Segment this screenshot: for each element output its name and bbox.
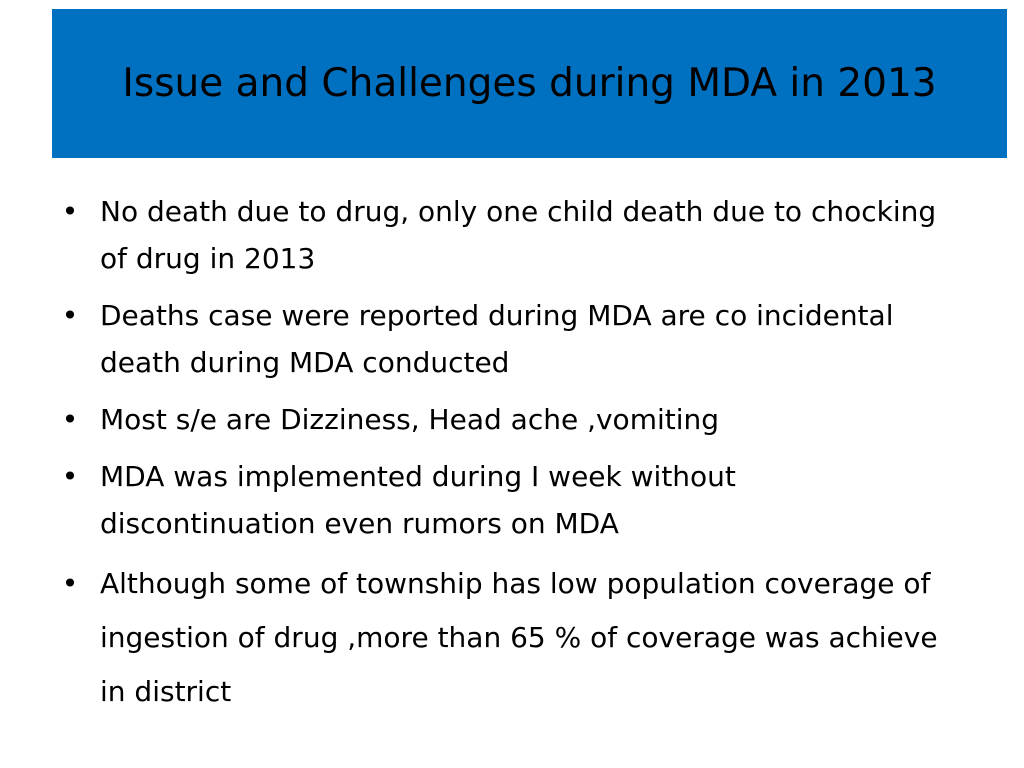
- bullet-text: Most s/e are Dizziness, Head ache ,vomiting: [100, 403, 720, 436]
- title-bar: [52, 9, 1007, 158]
- bullet-text: MDA was implemented during I week without discontinuation even rumors on MDA: [100, 460, 736, 540]
- bullet-item: [52, 557, 952, 719]
- bullet-dot-icon: •: [61, 567, 79, 600]
- bullet-dot-icon: •: [61, 195, 79, 228]
- bullet-text: Deaths case were reported during MDA are co incidental death during MDA conducted: [100, 299, 894, 379]
- bullet-text: No death due to drug, only one child death due to chocking of drug in 2013: [100, 195, 937, 275]
- bullet-dot-icon: •: [61, 460, 79, 493]
- bullet-text: Although some of township has low population coverage of ingestion of drug ,more than 65 % of coverage was achieve in district: [100, 567, 938, 708]
- slide-title: Issue and Challenges during MDA in 2013: [122, 61, 937, 106]
- bullet-item: [52, 453, 952, 547]
- bullet-dot-icon: •: [61, 403, 79, 436]
- bullet-list: [52, 188, 952, 729]
- bullet-item: [52, 292, 952, 386]
- bullet-item: [52, 188, 952, 282]
- bullet-dot-icon: •: [61, 299, 79, 332]
- bullet-item: [52, 396, 952, 443]
